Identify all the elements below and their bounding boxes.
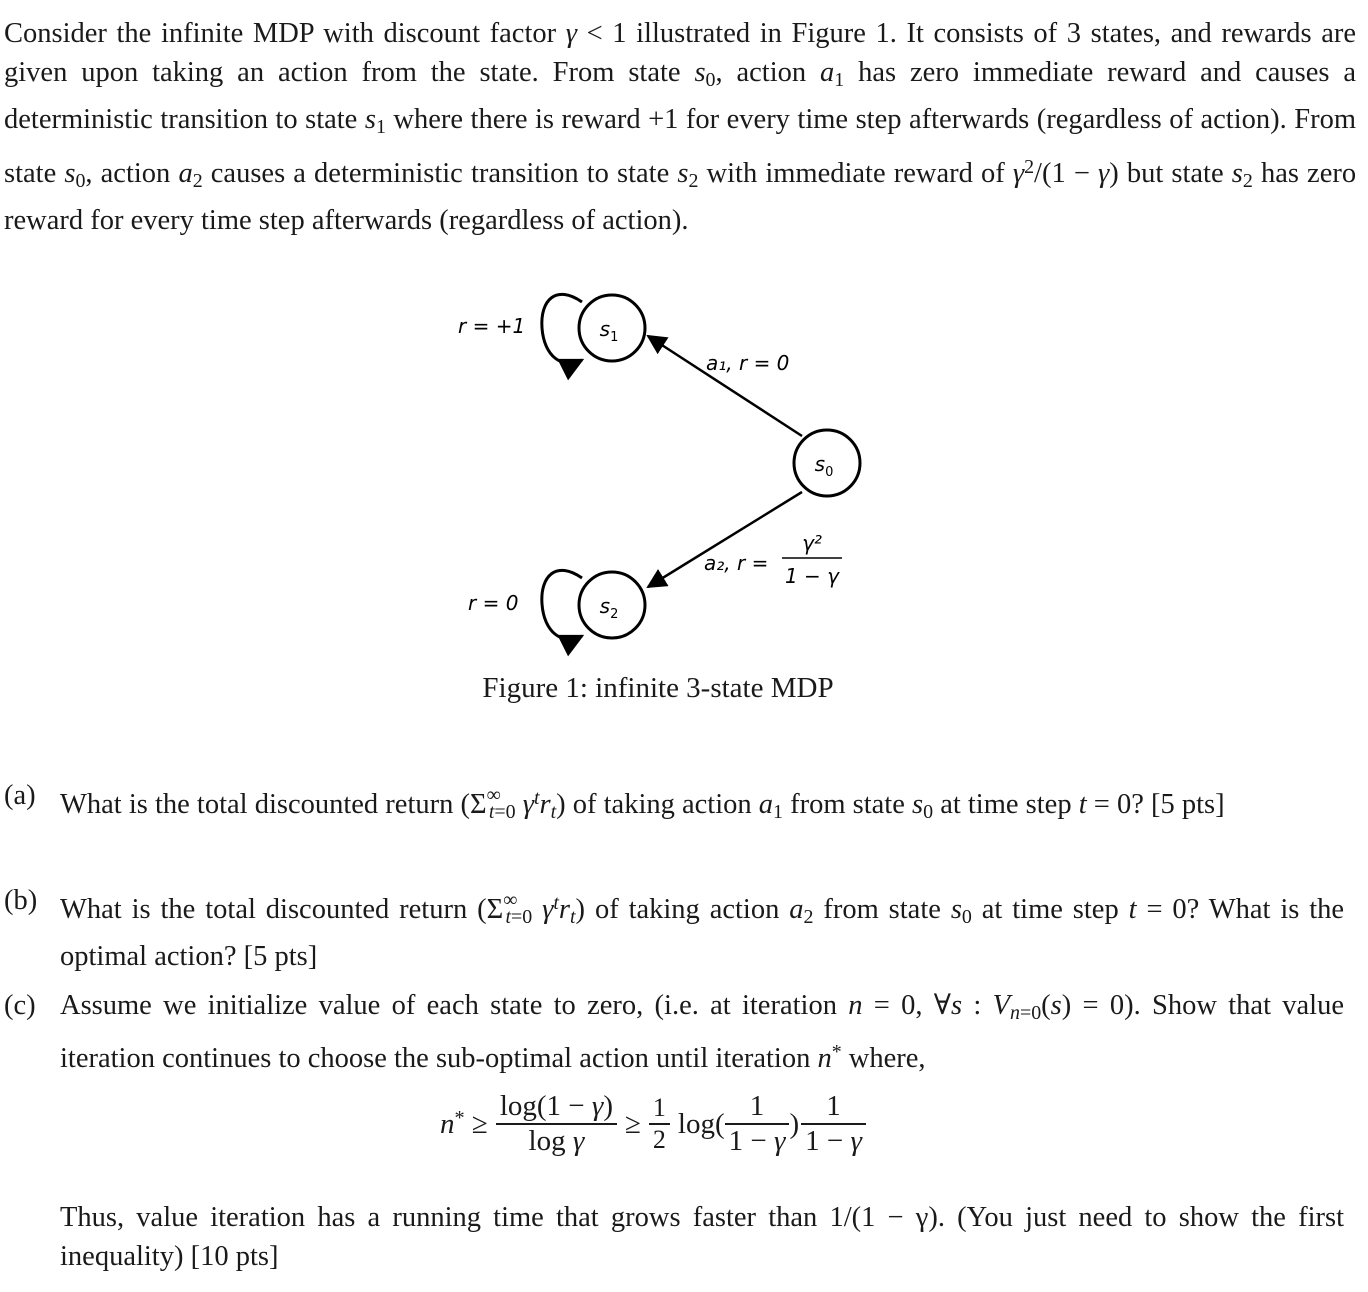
state-s2-label: $s_2$ (599, 594, 619, 622)
edge-a2-label: a₂, r = (704, 551, 769, 575)
state-s0-node (794, 430, 860, 496)
question-a-label: (a) (4, 780, 36, 811)
question-c-conclusion: Thus, value iteration has a running time that grows faster than 1/(1 − γ). (You just need to show the first inequality) [10 pts] (60, 1202, 1344, 1273)
state-s0-label: $s_0$ (814, 452, 834, 480)
reward-s1-label: r = +1 (458, 314, 526, 338)
question-b-label: (b) (4, 885, 38, 916)
question-c-label: (c) (4, 990, 36, 1021)
state-s1-node (579, 295, 645, 361)
s2-self-loop (542, 570, 582, 639)
state-s1-label: $s_1$ (599, 317, 619, 345)
figure-caption: Figure 1: infinite 3-state MDP (482, 672, 834, 704)
intro-paragraph: Consider the infinite MDP with discount factor γ < 1 illustrated in Figure 1. It consists of 3 states, and rewards are given upon taking an action from the state. From state $s_0$, action $a_1$ has zero immediate reward and causes a deterministic transition to state $s_1$ where there is reward +1 for every time step afterwards (regardless of action). From state $s_0$, action $a_2$ causes a deterministic transition to state $s_2$ with immediate reward of $\gamma^2/(1 - \gamma)$ but state $s_2$ has zero reward for every time step afterwards (regardless of action). (4, 18, 1357, 236)
edge-a1-label: a₁, r = 0 (706, 351, 790, 375)
s1-self-loop (542, 294, 582, 363)
mdp-diagram (0, 260, 1368, 660)
reward-s2-label: r = 0 (468, 591, 519, 615)
edge-a2-numerator: γ² (802, 531, 822, 555)
question-b-text: What is the total discounted return ($\Sigma^\infty_{t=0}$ $\gamma^tr_t$) of taking action $a_2$ from state $s_0$ at time step t = 0? What is the optimal action? [5 pts] (60, 889, 1345, 973)
question-a-text: What is the total discounted return ($\Sigma^\infty_{t=0}$ $\gamma^tr_t$) of taking action $a_1$ from state $s_0$ at time step t = 0? [5 pts] (60, 784, 1225, 823)
inequality-equation: n* ≥ $\frac{\log(1 - \gamma)}{\text{log γ}}$ ≥ $\frac{1}{2}$ log( $\frac{1}{1 - \gamma}$ ) $\frac{1}{1 - \gamma}$ (440, 1090, 866, 1158)
edge-a2-denominator: 1 − γ (784, 564, 840, 588)
state-s2-node (579, 572, 645, 638)
question-c-text: Assume we initialize value of each state to zero, (i.e. at iteration n = 0, ∀s : $V_{n=0}(s) = 0$). Show that value iteration continues to choose the sub-optimal action until iteration n* where, (60, 990, 1344, 1075)
